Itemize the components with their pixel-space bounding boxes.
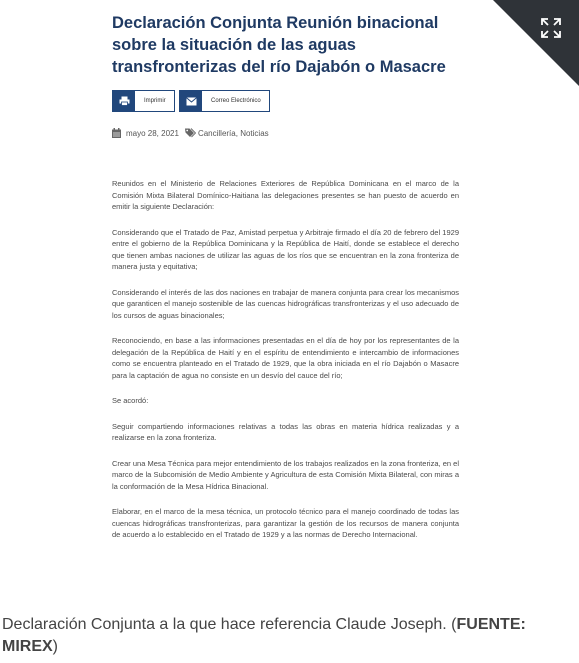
category-link-noticias[interactable]: Noticias [240,128,269,138]
paragraph: Reunidos en el Ministerio de Relaciones Exteriores de República Dominicana en el marco de la Comisión Mixta Bilateral Domínico-Haitiana las delegaciones presentes se han puesto de acuerdo en emitir la siguiente Declaración: [112,179,459,211]
publish-date: mayo 28, 2021 [126,128,179,138]
caption-close: ) [52,638,58,655]
printer-icon [113,91,135,111]
caption-text: Declaración Conjunta a la que hace referencia Claude Joseph. ( [2,616,457,633]
paragraph: Crear una Mesa Técnica para mejor entendimiento de los trabajos realizados en la zona fronteriza, en el marco de la Subcomisión de Medio Ambiente y Agricultura de esta Comisión Mixta Bilateral, con miras a la conformación de la Mesa Hídrica Binacional. [112,458,459,491]
corner-overlay [493,0,579,86]
email-label: Correo Electrónico [211,98,261,104]
article-title: Declaración Conjunta Reunión binacional sobre la situación de las aguas transfronterizas del río Dajabón o Masacre [112,14,446,76]
paragraph: Considerando el interés de las dos naciones en trabajar de manera conjunta para crear los mecanismos que garanticen el manejo sostenible de las cuencas hidrográficas transfronterizas y el uso adecuado de los cursos de aguas binacionales; [112,287,459,320]
paragraph: Se acordó: [112,396,149,405]
paragraph: Considerando que el Tratado de Paz, Amistad perpetua y Arbitraje firmado el día 20 de febrero del 1929 entre el gobierno de la República Dominicana y la República de Haití, donde se establece el derecho que tienen ambas naciones de utilizar las aguas de los ríos que se encuentran en la zona fronteriza de manera justa y equitativa; [112,227,459,271]
expand-icon[interactable] [539,16,563,40]
category-block [185,128,269,138]
email-button[interactable] [179,90,270,112]
paragraph: Seguir compartiendo informaciones relativas a todas las obras en materia hídrica realizadas y a realizarse en la zona fronteriza. [112,421,459,442]
tags-icon [185,128,196,138]
image-caption [2,614,572,658]
article-body [112,178,459,555]
print-label: Imprimir [144,98,166,104]
paragraph: Reconociendo, en base a las informaciones presentadas en el día de hoy por los representantes de la delegación de la República de Haití y en el espíritu de entendimiento e intercambio de informaciones como se encuentra planteado en el Tratado de 1929, que la obra iniciada en el río Dajabón o Masacre para la captación de agua no consiste en un desvío del cauce del río; [112,336,459,380]
category-link-cancilleria[interactable]: Cancillería [197,128,236,138]
category-separator: , [235,128,241,138]
envelope-icon [180,91,202,111]
paragraph: Elaborar, en el marco de la mesa técnica, un protocolo técnico para el manejo coordinado de todas las cuencas hidrográficas transfronterizas, para garantizar la gestión de los recursos de manera conjunta de acuerdo a lo establecido en el Tratado de 1929 y a las normas de Derecho Internacional. [112,507,459,539]
print-button[interactable] [112,90,175,112]
caption-source: FUENTE: MIREX [2,616,526,655]
article-meta [112,127,269,139]
calendar-icon [112,128,121,138]
date-block [112,128,179,138]
